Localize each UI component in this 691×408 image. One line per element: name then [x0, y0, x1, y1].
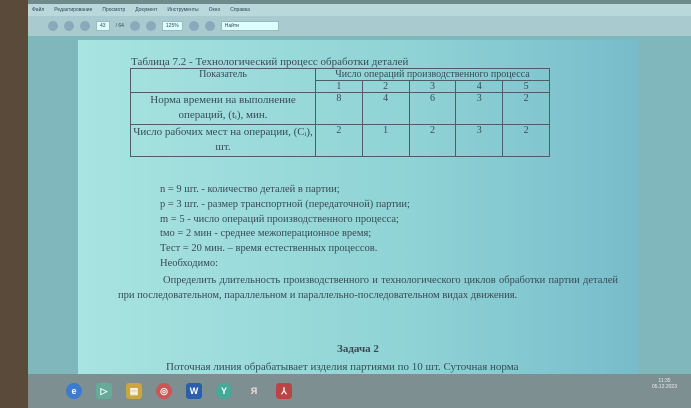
cell: 8 — [316, 93, 363, 125]
op-number: 2 — [362, 81, 409, 93]
menu-file[interactable]: Файл — [32, 7, 45, 13]
menu-window[interactable]: Окно — [208, 7, 221, 13]
toolbar — [28, 16, 691, 36]
cell: 3 — [456, 125, 503, 157]
system-clock[interactable] — [652, 378, 677, 390]
menu-edit[interactable]: Редактирование — [54, 7, 93, 13]
clock-date: 05.12.2023 — [651, 384, 677, 390]
task-paragraph: Определить длительность производственного и технологического циклов обработки партии деталей при последовательном, параллельном и параллельно-последовательном видах движения. — [118, 275, 618, 301]
ie-icon[interactable]: e — [66, 383, 82, 399]
acrobat-reader-icon[interactable]: ⅄ — [276, 383, 292, 399]
menu-view[interactable]: Просмотр — [102, 7, 126, 13]
op-number: 4 — [456, 81, 503, 93]
header-indicator: Показатель — [131, 69, 316, 93]
media-player-icon[interactable]: ▷ — [96, 383, 112, 399]
document-area[interactable] — [28, 36, 691, 376]
row-label: Норма времени на выполнение операций, (tᵢ), мин. — [131, 93, 316, 125]
opera-icon[interactable]: ◎ — [156, 383, 172, 399]
param-line: m = 5 - число операций производственного процесса; — [160, 213, 399, 225]
menu-bar — [28, 4, 691, 16]
table-row — [131, 93, 550, 125]
menu-tools[interactable]: Инструменты — [167, 7, 199, 13]
cell: 4 — [362, 93, 409, 125]
task2-heading: Задача 2 — [337, 343, 379, 355]
file-explorer-icon[interactable]: ▤ — [126, 383, 142, 399]
zoom-in-icon[interactable] — [146, 21, 156, 31]
row-label: Число рабочих мест на операции, (Cᵢ), шт. — [131, 125, 316, 157]
taskbar — [28, 374, 691, 408]
screen — [28, 0, 691, 408]
param-line: Тест = 20 мин. – время естественных процессов. — [160, 243, 378, 255]
cell: 2 — [503, 93, 550, 125]
cell: 1 — [362, 125, 409, 157]
task2-text: Поточная линия обрабатывает изделия партиями по 10 шт. Суточная норма — [166, 361, 519, 373]
page-number-input[interactable]: 43 — [96, 21, 110, 31]
previous-page-icon[interactable] — [64, 21, 74, 31]
clock-time: 11:35 — [658, 378, 671, 384]
print-icon[interactable] — [48, 21, 58, 31]
param-line: tмо = 2 мин - среднее межоперационное время; — [160, 228, 372, 240]
header-operations: Число операций производственного процесса — [316, 69, 550, 81]
param-line: p = 3 шт. - размер транспортной (передаточной) партии; — [160, 198, 410, 210]
cell: 6 — [409, 93, 456, 125]
param-line: Необходимо: — [160, 257, 219, 269]
param-line: n = 9 шт. - количество деталей в партии; — [160, 184, 340, 195]
op-number: 5 — [503, 81, 550, 93]
cell: 2 — [503, 125, 550, 157]
cell: 2 — [409, 125, 456, 157]
cell: 2 — [316, 125, 363, 157]
fit-page-icon[interactable] — [189, 21, 199, 31]
pdf-page — [78, 40, 638, 380]
yandex-icon[interactable]: Я — [250, 386, 258, 396]
cell: 3 — [456, 93, 503, 125]
next-page-icon[interactable] — [80, 21, 90, 31]
page-total: / 64 — [115, 23, 124, 29]
fit-width-icon[interactable] — [205, 21, 215, 31]
search-input[interactable]: Найти — [221, 21, 279, 31]
yandex-browser-icon[interactable]: Y — [216, 383, 232, 399]
zoom-out-icon[interactable] — [130, 21, 140, 31]
word-icon[interactable]: W — [186, 383, 202, 399]
zoom-select[interactable]: 125% — [162, 21, 183, 31]
menu-document[interactable]: Документ — [135, 7, 158, 13]
menu-help[interactable]: Справка — [230, 7, 250, 13]
op-number: 1 — [316, 81, 363, 93]
table-title: Таблица 7.2 - Технологический процесс обработки деталей — [131, 56, 409, 68]
table-row — [131, 125, 550, 157]
process-table — [130, 68, 550, 157]
op-number: 3 — [409, 81, 456, 93]
parameters-list — [160, 183, 410, 272]
